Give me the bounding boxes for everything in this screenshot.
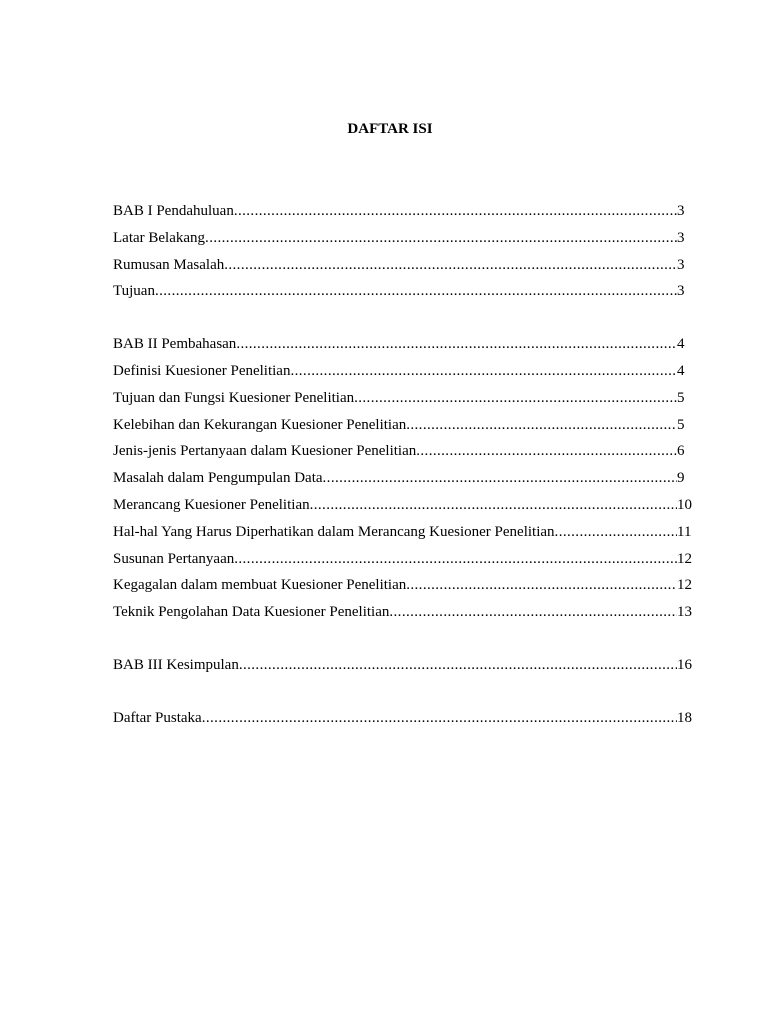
toc-entry-page: 12 <box>677 577 692 594</box>
toc-entry-page: 16 <box>677 656 692 673</box>
toc-group-bab-2 <box>113 331 693 626</box>
toc-dot-leader <box>202 705 677 732</box>
toc-entry-label: Tujuan dan Fungsi Kuesioner Penelitian <box>113 389 355 406</box>
toc-entry-label: Rumusan Masalah <box>113 256 225 273</box>
toc-entry-label: Kegagalan dalam membuat Kuesioner Penelitian <box>113 577 407 594</box>
toc-dot-leader <box>354 385 677 412</box>
toc-group-bab-1 <box>113 198 693 305</box>
toc-entry <box>113 438 693 465</box>
toc-entry-label: Definisi Kuesioner Penelitian <box>113 362 291 379</box>
toc-entry <box>113 198 693 225</box>
toc-dot-leader <box>290 358 677 385</box>
toc-entry <box>113 278 693 305</box>
toc-dot-leader <box>236 331 677 358</box>
toc-entry <box>113 331 693 358</box>
toc-entry <box>113 492 693 519</box>
table-of-contents <box>113 198 693 758</box>
toc-entry-label: Kelebihan dan Kekurangan Kuesioner Penelitian <box>113 416 407 433</box>
toc-entry <box>113 705 693 732</box>
toc-entry-page: 3 <box>677 256 685 273</box>
toc-dot-leader <box>310 492 677 519</box>
toc-entry <box>113 572 693 599</box>
toc-entry-page: 4 <box>677 362 685 379</box>
toc-entry-label: BAB III Kesimpulan <box>113 656 239 673</box>
toc-entry <box>113 546 693 573</box>
toc-entry-page: 6 <box>677 443 685 460</box>
toc-entry-label: Masalah dalam Pengumpulan Data <box>113 470 323 487</box>
toc-dot-leader <box>389 599 677 626</box>
toc-dot-leader <box>234 546 677 573</box>
toc-entry-label: Tujuan <box>113 283 155 300</box>
toc-entry <box>113 412 693 439</box>
toc-entry-page: 5 <box>677 416 685 433</box>
toc-entry-label: Merancang Kuesioner Penelitian <box>113 496 310 513</box>
toc-entry-page: 4 <box>677 336 685 353</box>
toc-entry <box>113 519 693 546</box>
toc-entry <box>113 465 693 492</box>
toc-entry-label: Hal-hal Yang Harus Diperhatikan dalam Merancang Kuesioner Penelitian <box>113 523 555 540</box>
toc-entry-page: 9 <box>677 470 685 487</box>
toc-entry <box>113 358 693 385</box>
toc-dot-leader <box>155 278 677 305</box>
toc-dot-leader <box>406 412 677 439</box>
toc-entry-page: 11 <box>677 523 692 540</box>
toc-entry <box>113 252 693 279</box>
toc-dot-leader <box>234 198 677 225</box>
toc-entry-label: Teknik Pengolahan Data Kuesioner Penelitian <box>113 604 390 621</box>
toc-entry-label: Jenis-jenis Pertanyaan dalam Kuesioner Penelitian <box>113 443 417 460</box>
toc-entry-label: Daftar Pustaka <box>113 709 202 726</box>
toc-group-bab-3 <box>113 652 693 679</box>
toc-group-daftar-pustaka <box>113 705 693 732</box>
toc-entry-label: Latar Belakang <box>113 229 206 246</box>
toc-entry <box>113 225 693 252</box>
toc-dot-leader <box>323 465 677 492</box>
toc-entry-page: 3 <box>677 283 685 300</box>
toc-dot-leader <box>224 252 677 279</box>
toc-dot-leader <box>406 572 677 599</box>
toc-dot-leader <box>416 438 677 465</box>
toc-entry-page: 13 <box>677 604 692 621</box>
toc-entry-page: 10 <box>677 496 692 513</box>
page-title: DAFTAR ISI <box>347 121 433 137</box>
toc-entry-page: 3 <box>677 203 685 219</box>
toc-dot-leader <box>555 519 677 546</box>
toc-entry <box>113 599 693 626</box>
toc-entry-page: 5 <box>677 389 685 406</box>
toc-entry <box>113 385 693 412</box>
toc-entry-label: BAB I Pendahuluan <box>113 203 234 219</box>
toc-dot-leader <box>205 225 677 252</box>
toc-entry-page: 18 <box>677 709 692 726</box>
toc-entry-label: BAB II Pembahasan <box>113 336 237 353</box>
toc-entry-page: 12 <box>677 550 692 567</box>
toc-entry-label: Susunan Pertanyaan <box>113 550 235 567</box>
toc-dot-leader <box>239 652 677 679</box>
toc-entry <box>113 652 693 679</box>
toc-entry-page: 3 <box>677 229 685 246</box>
